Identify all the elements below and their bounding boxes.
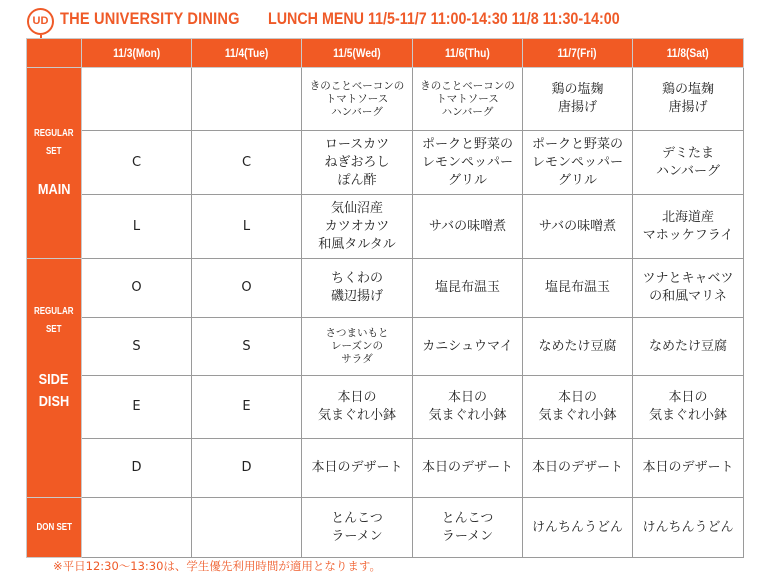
menu-cell: D bbox=[82, 439, 192, 498]
menu-cell: D bbox=[192, 439, 302, 498]
menu-cell: 本日のデザート bbox=[302, 439, 413, 498]
menu-cell: S bbox=[82, 318, 192, 376]
menu-cell: デミたま ハンバーグ bbox=[633, 131, 744, 195]
menu-title: LUNCH MENU 11/5-11/7 11:00-14:30 11/8 11:30-14:00 bbox=[268, 9, 620, 28]
menu-cell: O bbox=[192, 259, 302, 318]
table-row bbox=[27, 318, 744, 376]
menu-cell bbox=[192, 498, 302, 558]
corner-cell bbox=[27, 39, 82, 68]
menu-cell: なめたけ豆腐 bbox=[633, 318, 744, 376]
menu-cell: ちくわの 磯辺揚げ bbox=[302, 259, 413, 318]
menu-cell: 本日のデザート bbox=[413, 439, 523, 498]
table-row bbox=[27, 498, 744, 558]
menu-cell: L bbox=[82, 195, 192, 259]
menu-cell: ポークと野菜の レモンペッパー グリル bbox=[413, 131, 523, 195]
menu-cell: 北海道産 マホッケフライ bbox=[633, 195, 744, 259]
menu-cell: 本日の 気まぐれ小鉢 bbox=[302, 376, 413, 439]
menu-cell: E bbox=[192, 376, 302, 439]
menu-cell: 本日のデザート bbox=[523, 439, 633, 498]
menu-cell: サバの味噌煮 bbox=[413, 195, 523, 259]
menu-cell: C bbox=[82, 131, 192, 195]
menu-cell: 鶏の塩麹 唐揚げ bbox=[523, 68, 633, 131]
menu-cell: ツナとキャベツ の和風マリネ bbox=[633, 259, 744, 318]
menu-cell: C bbox=[192, 131, 302, 195]
menu-cell: とんこつ ラーメン bbox=[413, 498, 523, 558]
table-row bbox=[27, 259, 744, 318]
menu-cell: L bbox=[192, 195, 302, 259]
day-header: 11/3(Mon) bbox=[82, 39, 192, 68]
menu-cell: きのことベーコンの トマトソース ハンバーグ bbox=[302, 68, 413, 131]
day-header: 11/5(Wed) bbox=[302, 39, 413, 68]
university-dining-logo-icon: UD bbox=[27, 8, 54, 35]
menu-cell: 本日の 気まぐれ小鉢 bbox=[413, 376, 523, 439]
table-row bbox=[27, 195, 744, 259]
menu-cell: さつまいもと レーズンの サラダ bbox=[302, 318, 413, 376]
menu-cell: E bbox=[82, 376, 192, 439]
menu-cell: カニシュウマイ bbox=[413, 318, 523, 376]
section-don-label: DON SET bbox=[27, 498, 82, 558]
menu-cell: 塩昆布温玉 bbox=[523, 259, 633, 318]
day-header: 11/8(Sat) bbox=[633, 39, 744, 68]
menu-cell: けんちんうどん bbox=[633, 498, 744, 558]
menu-cell: きのことベーコンの トマトソース ハンバーグ bbox=[413, 68, 523, 131]
menu-cell: 本日のデザート bbox=[633, 439, 744, 498]
section-main-label: REGULAR SET MAIN bbox=[27, 68, 82, 259]
menu-cell: O bbox=[82, 259, 192, 318]
menu-cell: 本日の 気まぐれ小鉢 bbox=[523, 376, 633, 439]
menu-cell: 鶏の塩麹 唐揚げ bbox=[633, 68, 744, 131]
menu-cell: 塩昆布温玉 bbox=[413, 259, 523, 318]
day-header: 11/4(Tue) bbox=[192, 39, 302, 68]
day-header: 11/6(Thu) bbox=[413, 39, 523, 68]
section-side-label: REGULAR SET SIDE DISH bbox=[27, 259, 82, 498]
menu-cell: ポークと野菜の レモンペッパー グリル bbox=[523, 131, 633, 195]
menu-cell: 気仙沼産 カツオカツ 和風タルタル bbox=[302, 195, 413, 259]
brand-title: THE UNIVERSITY DINING bbox=[60, 9, 240, 28]
menu-cell bbox=[82, 68, 192, 131]
lunch-menu-table bbox=[26, 38, 744, 558]
menu-cell: ロースカツ ねぎおろし ぽん酢 bbox=[302, 131, 413, 195]
menu-cell: 本日の 気まぐれ小鉢 bbox=[633, 376, 744, 439]
table-row bbox=[27, 131, 744, 195]
day-header: 11/7(Fri) bbox=[523, 39, 633, 68]
menu-cell: なめたけ豆腐 bbox=[523, 318, 633, 376]
table-header-row bbox=[27, 39, 744, 68]
menu-cell bbox=[82, 498, 192, 558]
table-row bbox=[27, 68, 744, 131]
table-row bbox=[27, 376, 744, 439]
menu-cell: けんちんうどん bbox=[523, 498, 633, 558]
menu-cell: サバの味噌煮 bbox=[523, 195, 633, 259]
menu-cell: S bbox=[192, 318, 302, 376]
menu-cell bbox=[192, 68, 302, 131]
table-row bbox=[27, 439, 744, 498]
footnote: ※平日12:30〜13:30は、学生優先利用時間が適用となります。 bbox=[53, 559, 381, 573]
menu-cell: とんこつ ラーメン bbox=[302, 498, 413, 558]
